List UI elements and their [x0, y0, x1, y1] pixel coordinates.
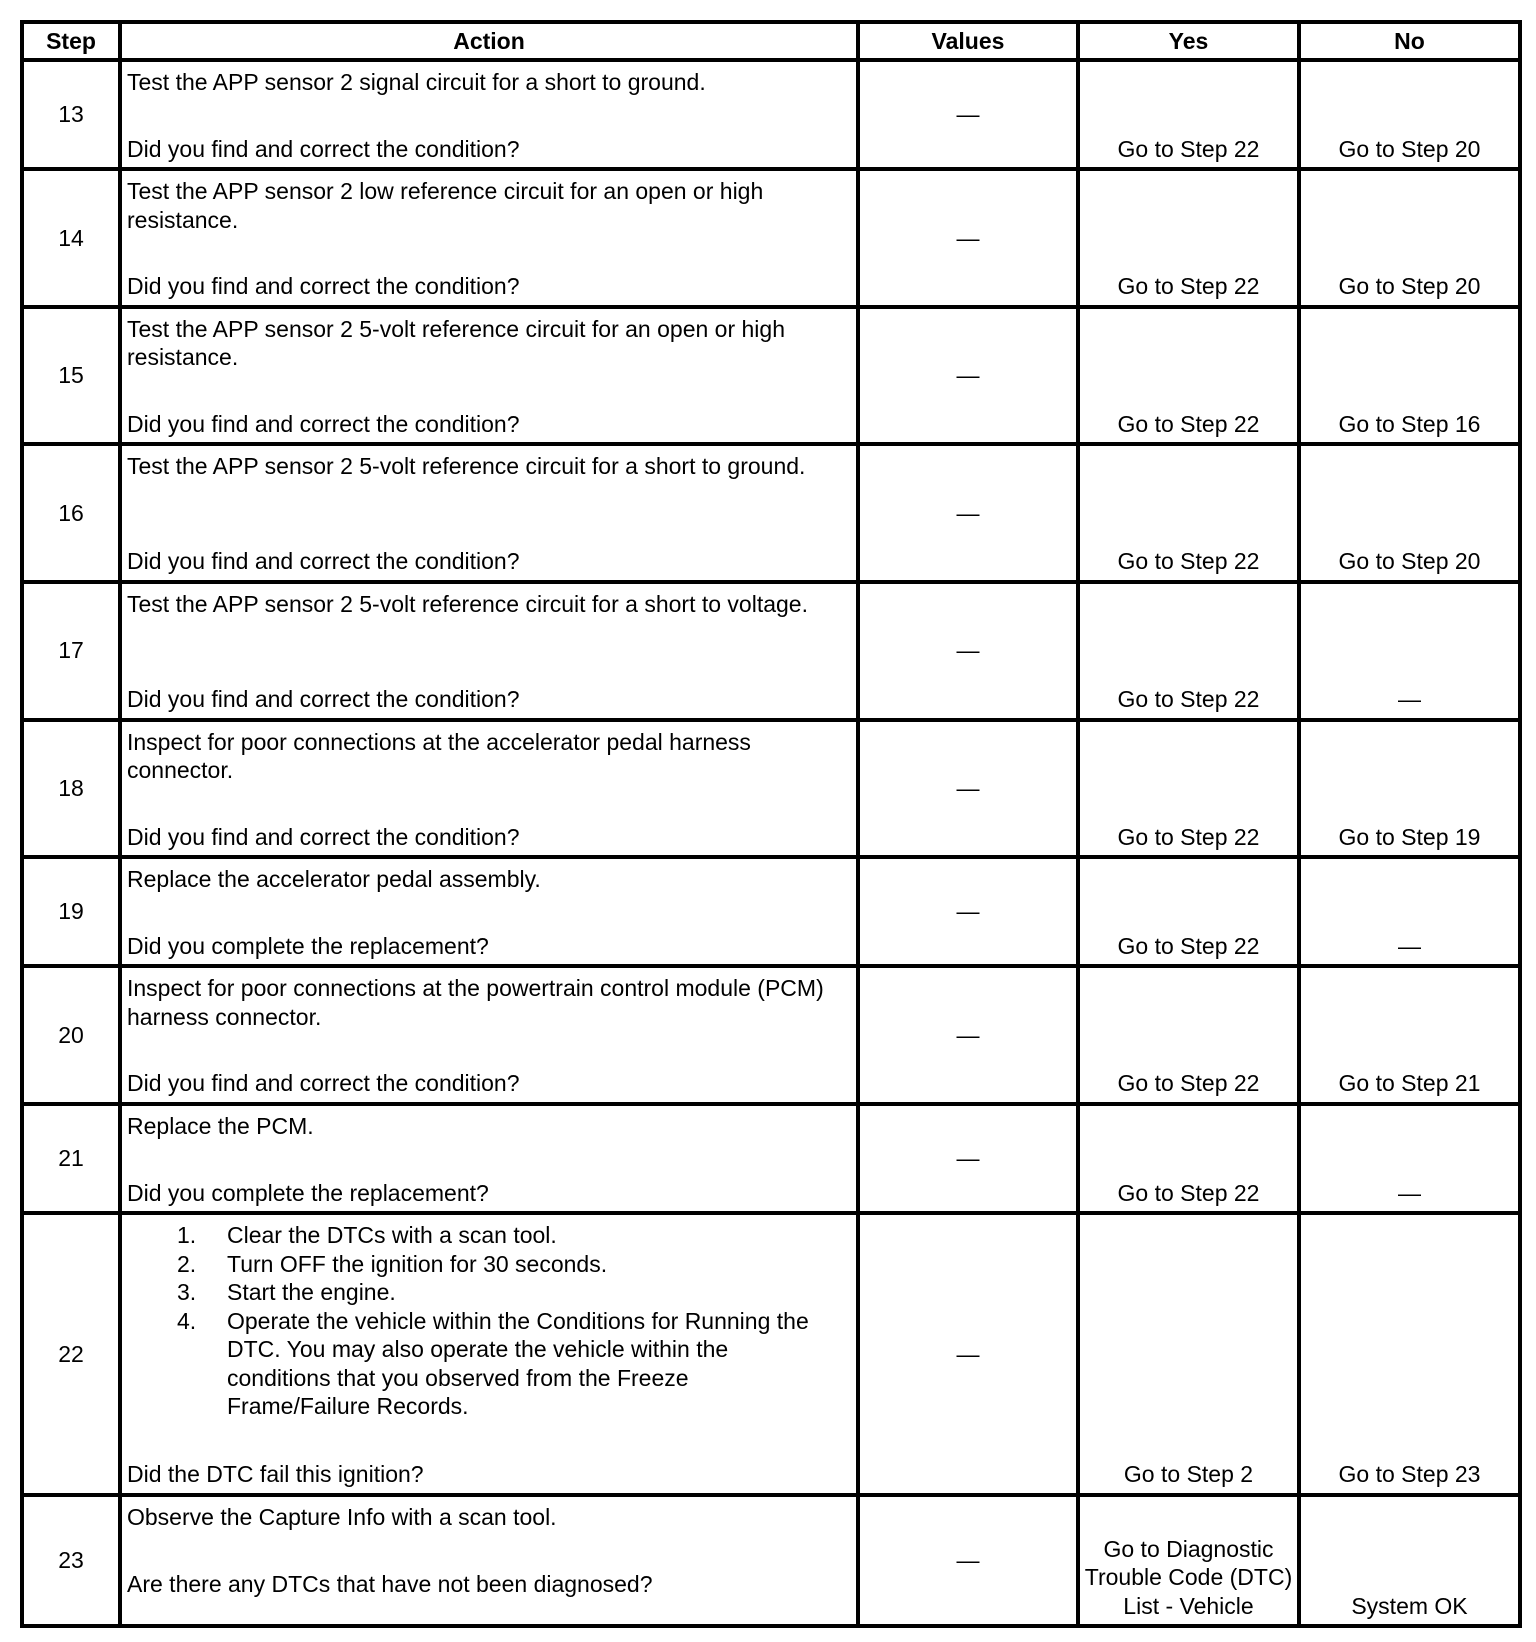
no-result: Go to Step 20: [1299, 444, 1520, 582]
action-text: Inspect for poor connections at the accelerator pedal harness connector.: [127, 728, 751, 784]
table-row: [22, 1104, 1520, 1213]
list-item: [127, 1250, 856, 1279]
action-cell: [120, 582, 858, 720]
no-result: Go to Step 23: [1299, 1213, 1520, 1494]
values-cell: —: [858, 1495, 1078, 1626]
list-item-text: Operate the vehicle within the Conditions for Running the DTC. You may also operate the vehicle within the conditions that you observed from the Freeze Frame/Failure Records.: [227, 1307, 809, 1420]
diagnostic-table-container: [20, 20, 1518, 1628]
step-number: 22: [22, 1213, 120, 1494]
action-cell: [120, 1495, 858, 1626]
action-text: Test the APP sensor 2 5-volt reference circuit for a short to voltage.: [127, 590, 808, 617]
no-result: —: [1299, 582, 1520, 720]
action-text: Test the APP sensor 2 5-volt reference circuit for a short to ground.: [127, 453, 806, 480]
table-row: [22, 307, 1520, 445]
step-number: 23: [22, 1495, 120, 1626]
yes-result: Go to Step 22: [1078, 966, 1299, 1104]
table-row: [22, 1495, 1520, 1626]
step-number: 19: [22, 857, 120, 966]
action-question: Did you find and correct the condition?: [127, 135, 520, 162]
yes-result: Go to Step 22: [1078, 857, 1299, 966]
action-text: Test the APP sensor 2 5-volt reference circuit for an open or high resistance.: [127, 315, 785, 371]
list-item-text: Start the engine.: [227, 1279, 396, 1306]
values-cell: —: [858, 60, 1078, 169]
yes-result: Go to Step 22: [1078, 169, 1299, 307]
list-item: [127, 1278, 856, 1307]
yes-result: Go to Diagnostic Trouble Code (DTC) List - Vehicle: [1078, 1495, 1299, 1626]
header-yes: Yes: [1078, 22, 1299, 60]
action-question: Are there any DTCs that have not been diagnosed?: [127, 1570, 653, 1597]
action-cell: [120, 444, 858, 582]
action-question: Did you complete the replacement?: [127, 1179, 489, 1206]
no-result: —: [1299, 857, 1520, 966]
list-item-number: 3.: [177, 1279, 197, 1306]
yes-result: Go to Step 22: [1078, 1104, 1299, 1213]
table-row: [22, 582, 1520, 720]
no-result: Go to Step 19: [1299, 720, 1520, 858]
yes-result: Go to Step 22: [1078, 60, 1299, 169]
action-cell: [120, 169, 858, 307]
no-result: Go to Step 20: [1299, 169, 1520, 307]
list-item: [127, 1221, 856, 1250]
action-text: Replace the PCM.: [127, 1112, 314, 1139]
table-row: [22, 720, 1520, 858]
yes-result: Go to Step 22: [1078, 582, 1299, 720]
action-text: Replace the accelerator pedal assembly.: [127, 866, 541, 893]
values-cell: —: [858, 720, 1078, 858]
step-number: 20: [22, 966, 120, 1104]
header-values: Values: [858, 22, 1078, 60]
values-cell: —: [858, 444, 1078, 582]
procedure-list: [127, 1215, 856, 1421]
action-question: Did you find and correct the condition?: [127, 1070, 520, 1097]
action-cell: [120, 720, 858, 858]
list-item-number: 2.: [177, 1250, 197, 1277]
action-cell: [120, 1213, 858, 1494]
values-cell: —: [858, 582, 1078, 720]
action-cell: [120, 307, 858, 445]
yes-result: Go to Step 2: [1078, 1213, 1299, 1494]
values-cell: —: [858, 857, 1078, 966]
list-item-text: Clear the DTCs with a scan tool.: [227, 1222, 557, 1249]
action-cell: [120, 966, 858, 1104]
values-cell: —: [858, 966, 1078, 1104]
no-result: Go to Step 20: [1299, 60, 1520, 169]
no-result: System OK: [1299, 1495, 1520, 1626]
values-cell: —: [858, 169, 1078, 307]
list-item-text: Turn OFF the ignition for 30 seconds.: [227, 1250, 608, 1277]
yes-result: Go to Step 22: [1078, 307, 1299, 445]
table-row: [22, 857, 1520, 966]
action-question: Did you complete the replacement?: [127, 932, 489, 959]
values-cell: —: [858, 1104, 1078, 1213]
table-row: [22, 169, 1520, 307]
action-question: Did the DTC fail this ignition?: [127, 1461, 424, 1488]
action-text: Observe the Capture Info with a scan tool.: [127, 1503, 557, 1530]
header-row: [22, 22, 1520, 60]
table-row: [22, 1213, 1520, 1494]
step-number: 21: [22, 1104, 120, 1213]
list-item: [127, 1307, 856, 1421]
step-number: 14: [22, 169, 120, 307]
action-cell: [120, 857, 858, 966]
table-row: [22, 444, 1520, 582]
yes-result: Go to Step 22: [1078, 444, 1299, 582]
step-number: 17: [22, 582, 120, 720]
table-row: [22, 60, 1520, 169]
action-cell: [120, 60, 858, 169]
list-item-number: 4.: [177, 1307, 197, 1334]
header-no: No: [1299, 22, 1520, 60]
action-text: Test the APP sensor 2 low reference circuit for an open or high resistance.: [127, 178, 764, 233]
action-text: Inspect for poor connections at the powertrain control module (PCM) harness connector.: [127, 975, 824, 1030]
action-question: Did you find and correct the condition?: [127, 686, 520, 713]
action-text: Test the APP sensor 2 signal circuit for a short to ground.: [127, 69, 706, 95]
step-number: 13: [22, 60, 120, 169]
no-result: Go to Step 16: [1299, 307, 1520, 445]
step-number: 16: [22, 444, 120, 582]
action-question: Did you find and correct the condition?: [127, 273, 520, 300]
header-step: Step: [22, 22, 120, 60]
yes-result: Go to Step 22: [1078, 720, 1299, 858]
step-number: 18: [22, 720, 120, 858]
action-question: Did you find and correct the condition?: [127, 410, 520, 437]
action-cell: [120, 1104, 858, 1213]
values-cell: —: [858, 307, 1078, 445]
diagnostic-steps-table: [20, 20, 1522, 1628]
action-question: Did you find and correct the condition?: [127, 548, 520, 575]
header-action: Action: [120, 22, 858, 60]
no-result: Go to Step 21: [1299, 966, 1520, 1104]
list-item-number: 1.: [177, 1222, 197, 1249]
table-row: [22, 966, 1520, 1104]
step-number: 15: [22, 307, 120, 445]
action-question: Did you find and correct the condition?: [127, 823, 520, 850]
values-cell: —: [858, 1213, 1078, 1494]
no-result: —: [1299, 1104, 1520, 1213]
